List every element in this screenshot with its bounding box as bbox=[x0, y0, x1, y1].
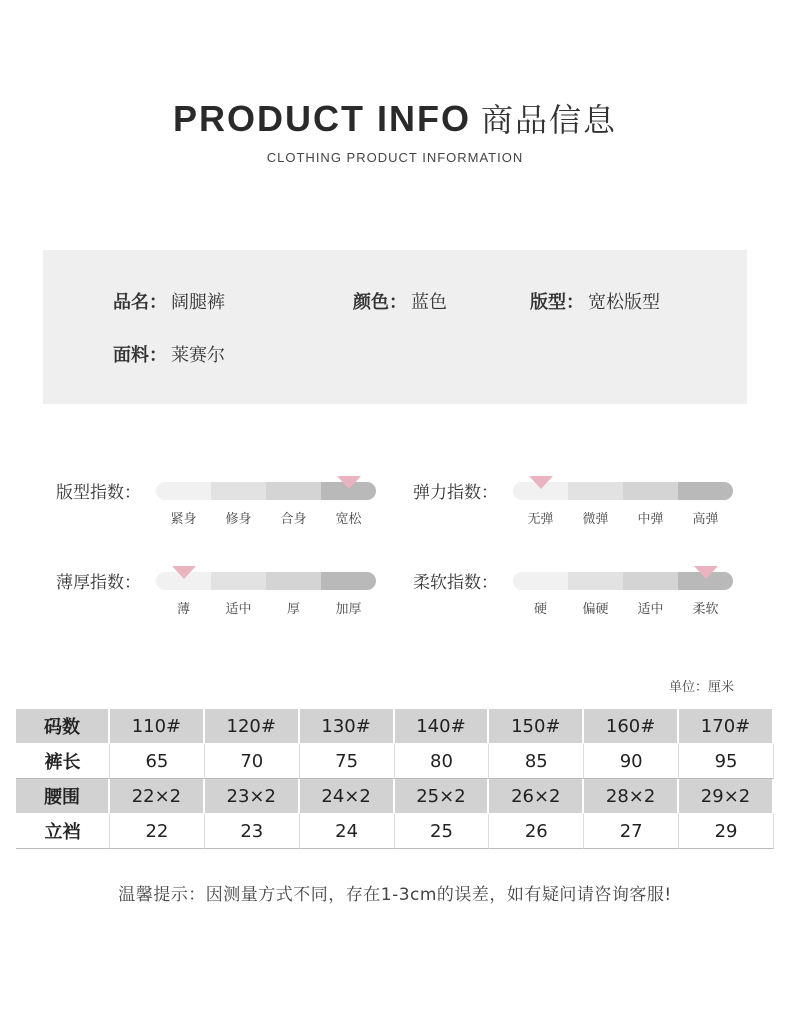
info-name-value: 阔腿裤 bbox=[171, 292, 225, 313]
softness-tick-soft: 柔软 bbox=[692, 602, 719, 617]
thickness-scale bbox=[56, 568, 386, 628]
table-cell: 腰围 bbox=[16, 779, 110, 814]
table-cell: 24×2 bbox=[300, 779, 395, 814]
table-cell: 25 bbox=[395, 814, 490, 849]
table-cell: 90 bbox=[584, 744, 679, 779]
thickness-scale-label: 薄厚指数： bbox=[56, 573, 141, 593]
elastic-tick-slight: 微弹 bbox=[582, 512, 609, 527]
info-fit-label: 版型： bbox=[530, 292, 584, 313]
softness-scale-ticks bbox=[513, 598, 733, 617]
product-info-panel bbox=[43, 250, 747, 404]
thickness-scale-marker bbox=[172, 566, 196, 579]
elastic-tick-medium: 中弹 bbox=[637, 512, 664, 527]
info-fabric bbox=[113, 341, 225, 367]
fit-tick-loose: 宽松 bbox=[335, 512, 362, 527]
fit-scale-label: 版型指数： bbox=[56, 483, 141, 503]
table-cell: 75 bbox=[300, 744, 395, 779]
table-cell: 23×2 bbox=[205, 779, 300, 814]
table-row-rise bbox=[16, 814, 774, 849]
page-title bbox=[0, 95, 790, 141]
elastic-tick-high: 高弹 bbox=[692, 512, 719, 527]
fit-scale-ticks bbox=[156, 508, 376, 527]
table-cell: 85 bbox=[489, 744, 584, 779]
info-fit bbox=[530, 288, 660, 314]
table-cell: 80 bbox=[395, 744, 490, 779]
info-fabric-label: 面料： bbox=[113, 345, 167, 366]
table-cell: 25×2 bbox=[395, 779, 490, 814]
table-cell: 码数 bbox=[16, 709, 110, 744]
elastic-scale-ticks bbox=[513, 508, 733, 527]
table-cell: 140# bbox=[395, 709, 490, 744]
table-cell: 95 bbox=[679, 744, 774, 779]
thickness-tick-extra-thick: 加厚 bbox=[335, 602, 362, 617]
softness-tick-firm: 偏硬 bbox=[582, 602, 609, 617]
fit-tick-slim: 修身 bbox=[225, 512, 252, 527]
fit-tick-tight: 紧身 bbox=[170, 512, 197, 527]
info-color bbox=[353, 288, 447, 314]
table-cell: 160# bbox=[584, 709, 679, 744]
fit-tick-regular: 合身 bbox=[280, 512, 307, 527]
table-cell: 22 bbox=[110, 814, 205, 849]
softness-tick-hard: 硬 bbox=[533, 602, 547, 617]
table-cell: 24 bbox=[300, 814, 395, 849]
thickness-tick-thick: 厚 bbox=[286, 602, 300, 617]
page-subtitle: CLOTHING PRODUCT INFORMATION bbox=[266, 150, 524, 165]
info-name-label: 品名： bbox=[113, 292, 167, 313]
elastic-scale-label: 弹力指数： bbox=[413, 483, 498, 503]
table-row-length bbox=[16, 744, 774, 779]
elastic-scale bbox=[413, 478, 743, 538]
table-row-waist bbox=[16, 779, 774, 814]
fit-scale-marker bbox=[337, 476, 361, 489]
table-cell: 23 bbox=[205, 814, 300, 849]
table-cell: 26 bbox=[489, 814, 584, 849]
fit-scale bbox=[56, 478, 386, 538]
table-cell: 110# bbox=[110, 709, 205, 744]
softness-scale-label: 柔软指数： bbox=[413, 573, 498, 593]
title-english: PRODUCT INFO bbox=[172, 98, 471, 139]
thickness-tick-moderate: 适中 bbox=[225, 602, 252, 617]
softness-scale bbox=[413, 568, 743, 628]
table-cell: 裤长 bbox=[16, 744, 110, 779]
table-cell: 29 bbox=[679, 814, 774, 849]
info-fabric-value: 莱赛尔 bbox=[171, 345, 225, 366]
table-cell: 170# bbox=[679, 709, 774, 744]
table-cell: 70 bbox=[205, 744, 300, 779]
info-fit-value: 宽松版型 bbox=[588, 292, 660, 313]
title-chinese: 商品信息 bbox=[480, 101, 617, 139]
table-cell: 立裆 bbox=[16, 814, 110, 849]
table-cell: 120# bbox=[205, 709, 300, 744]
table-cell: 29×2 bbox=[679, 779, 774, 814]
table-cell: 28×2 bbox=[584, 779, 679, 814]
softness-tick-moderate: 适中 bbox=[637, 602, 664, 617]
elastic-scale-marker bbox=[529, 476, 553, 489]
size-table bbox=[16, 709, 774, 849]
info-name bbox=[113, 288, 225, 314]
table-cell: 130# bbox=[300, 709, 395, 744]
table-cell: 26×2 bbox=[489, 779, 584, 814]
measurement-note: 温馨提示：因测量方式不同，存在1-3cm的误差，如有疑问请咨询客服! bbox=[118, 885, 672, 905]
table-cell: 65 bbox=[110, 744, 205, 779]
table-cell: 22×2 bbox=[110, 779, 205, 814]
info-color-value: 蓝色 bbox=[411, 292, 447, 313]
table-row-size bbox=[16, 709, 774, 744]
softness-scale-marker bbox=[694, 566, 718, 579]
elastic-tick-none: 无弹 bbox=[527, 512, 554, 527]
table-cell: 27 bbox=[584, 814, 679, 849]
thickness-tick-thin: 薄 bbox=[176, 602, 190, 617]
thickness-scale-ticks bbox=[156, 598, 376, 617]
table-cell: 150# bbox=[489, 709, 584, 744]
table-unit: 单位：厘米 bbox=[668, 680, 734, 695]
info-color-label: 颜色： bbox=[353, 292, 407, 313]
